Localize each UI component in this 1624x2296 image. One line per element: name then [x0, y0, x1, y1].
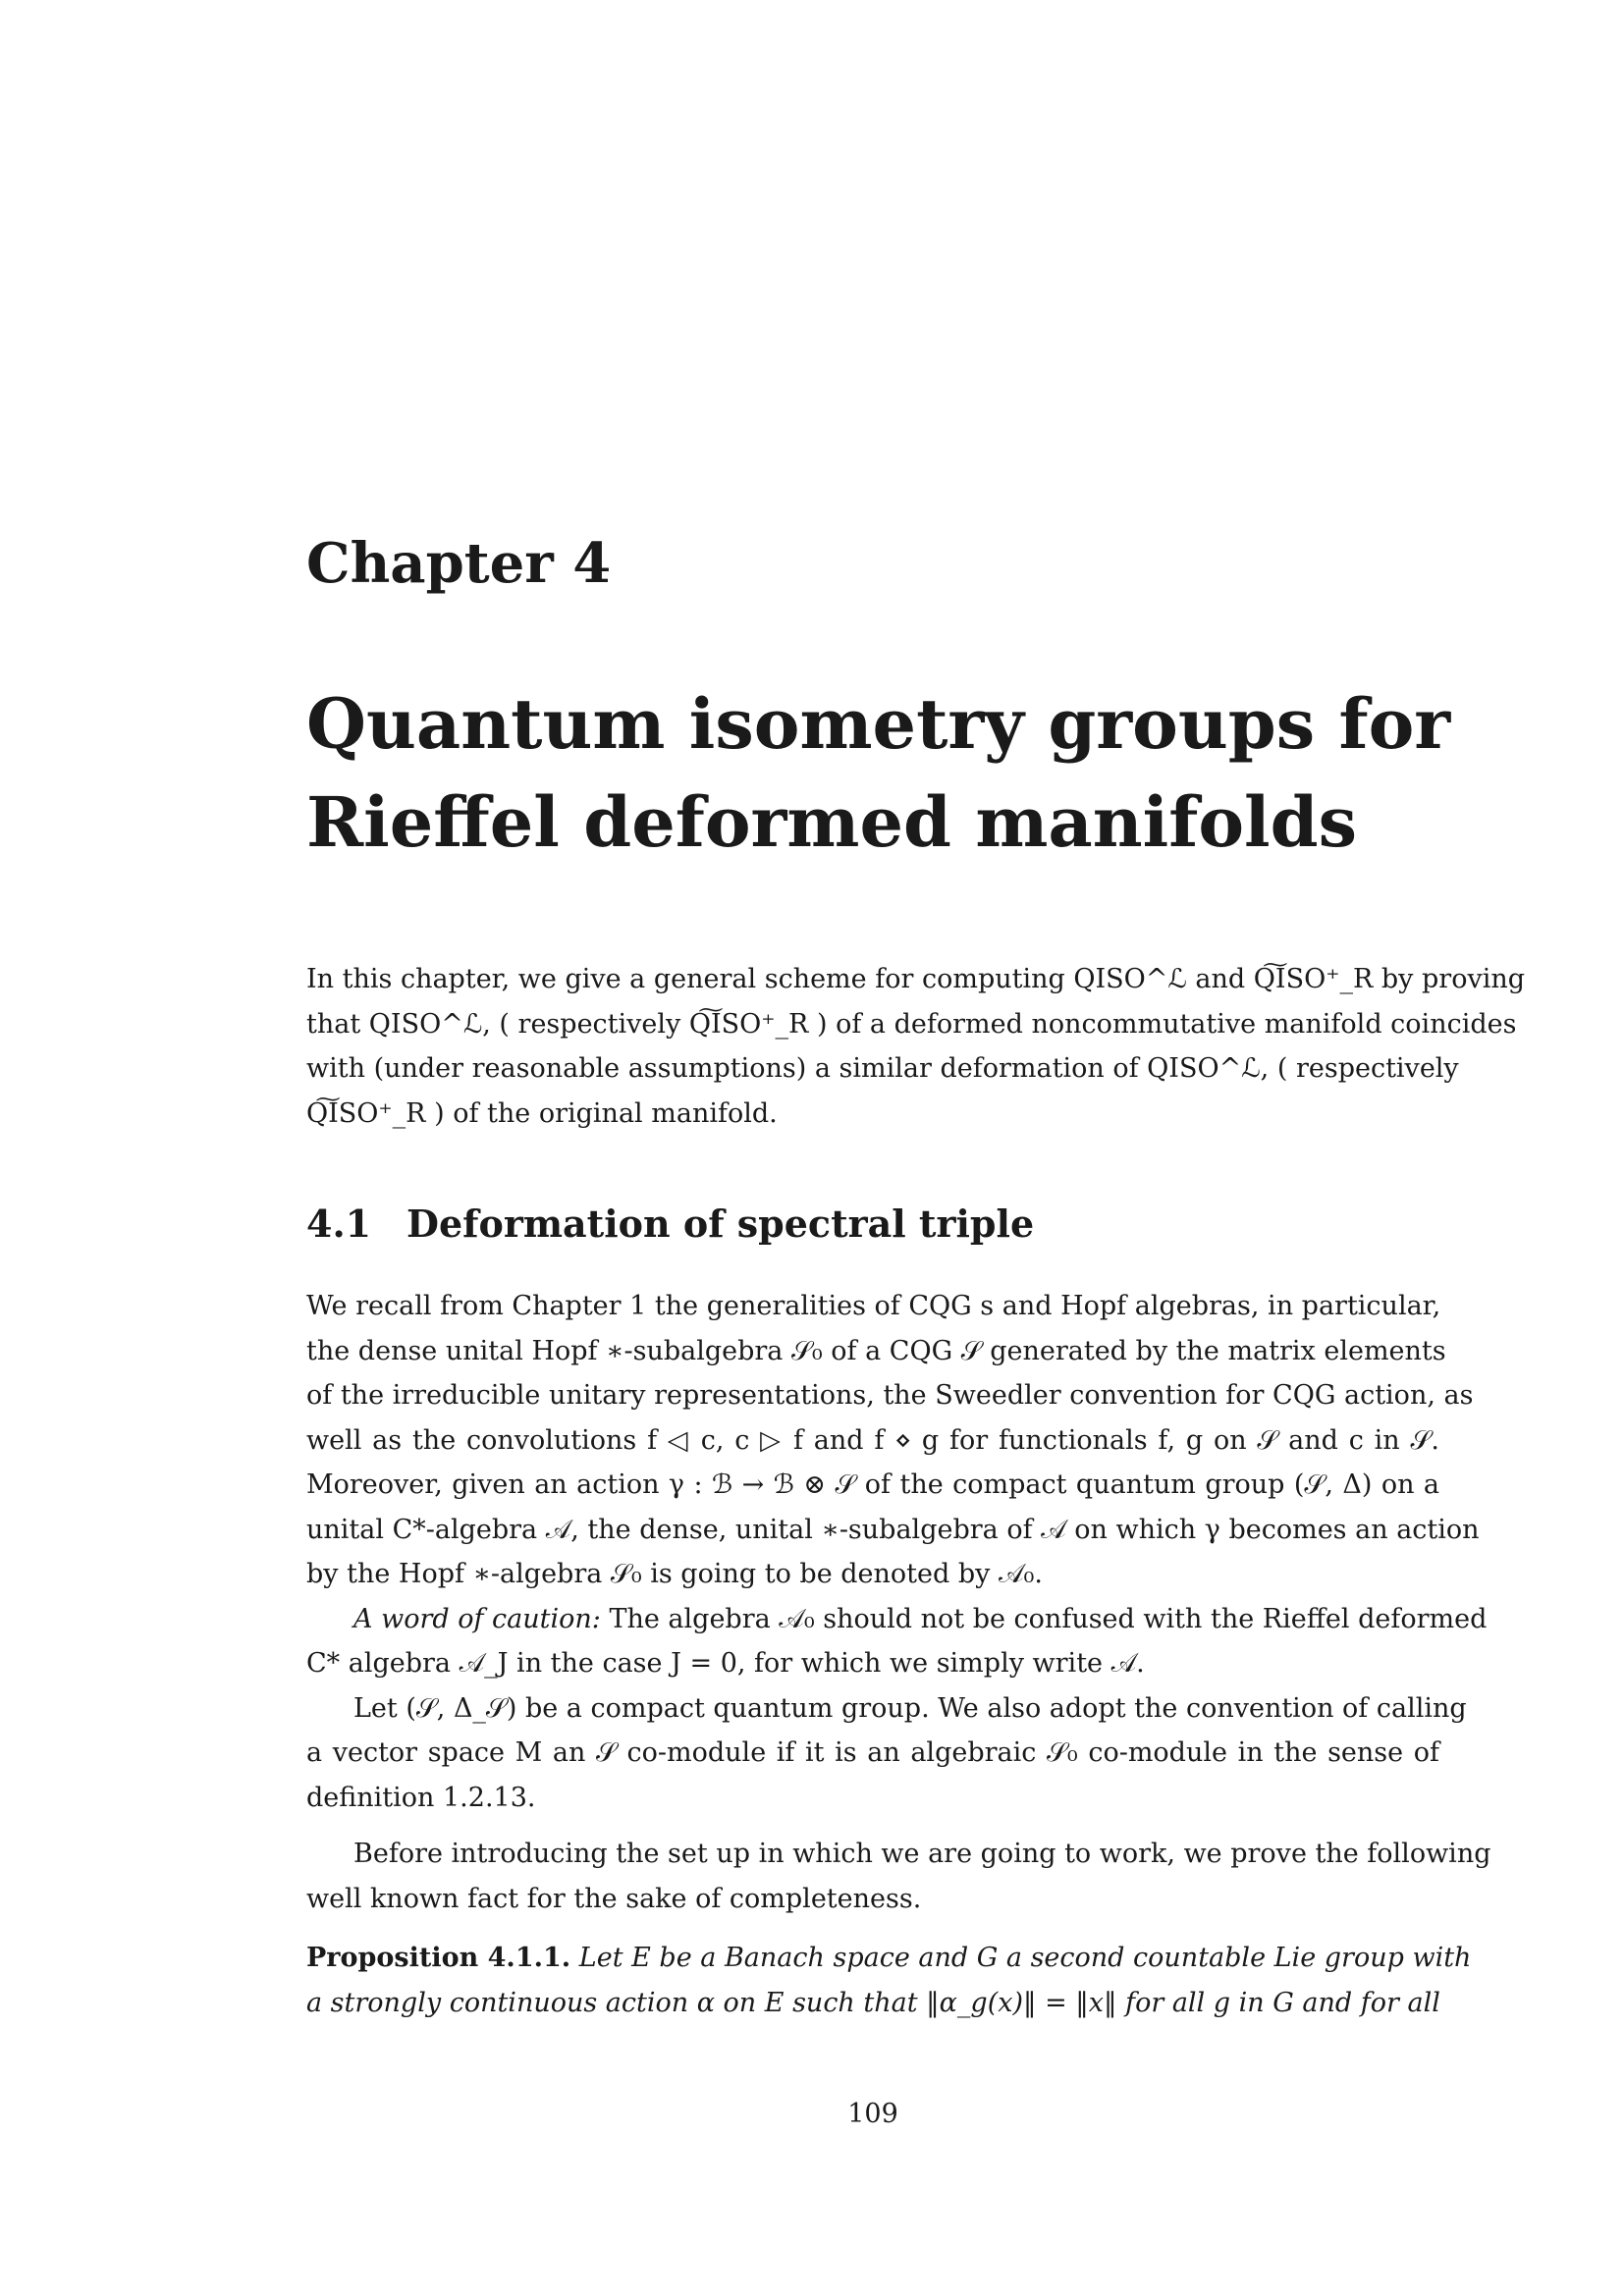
body-line: We recall from Chapter 1 the generalities of CQG s and Hopf algebras, in particular,	[306, 1291, 1441, 1321]
document-page	[306, 0, 1526, 2296]
proposition-head: Proposition 4.1.1.	[306, 1943, 571, 1973]
caution-lead: A word of caution:	[353, 1603, 601, 1634]
intro-line: that QISO^ℒ, ( respectively Q͠ISO⁺_R ) of a deformed noncommutative manifold coincides	[306, 1008, 1517, 1040]
body-line: of the irreducible unitary representations, the Sweedler convention for CQG action, as	[306, 1380, 1474, 1411]
body-line: by the Hopf ∗-algebra 𝒮₀ is going to be denoted by 𝒜₀.	[306, 1559, 1043, 1589]
body-line: Let (𝒮, Δ_𝒮) be a compact quantum group. We also adopt the convention of calling	[353, 1692, 1467, 1724]
intro-paragraph	[306, 957, 1526, 1136]
body-paragraph-1	[306, 1284, 1488, 1820]
section-heading	[306, 1200, 1034, 1249]
body-line: a vector space M an 𝒮 co-module if it is an algebraic 𝒮₀ co-module in the sense of	[306, 1737, 1439, 1768]
body-line: Before introducing the set up in which we are going to work, we prove the following	[353, 1839, 1491, 1869]
body-line: the dense unital Hopf ∗-subalgebra 𝒮₀ of a CQG 𝒮 generated by the matrix elements	[306, 1335, 1446, 1366]
section-title-text: Deformation of spectral triple	[406, 1201, 1035, 1246]
chapter-title	[306, 675, 1451, 872]
body-paragraph-4	[306, 1832, 1491, 1921]
body-line: well known fact for the sake of completeness.	[306, 1883, 922, 1914]
chapter-label: Chapter 4	[306, 531, 612, 596]
caution-line	[306, 1597, 1488, 1642]
page-number: 109	[847, 2099, 898, 2129]
chapter-title-line-1: Quantum isometry groups for	[306, 683, 1451, 765]
caution-line-2: C* algebra 𝒜_J in the case J = 0, for which we simply write 𝒜.	[306, 1648, 1145, 1679]
body-line: Moreover, given an action γ : ℬ → ℬ ⊗ 𝒮 of the compact quantum group (𝒮, Δ) on a	[306, 1469, 1439, 1500]
intro-line: Q͠ISO⁺_R ) of the original manifold.	[306, 1097, 778, 1129]
intro-line: In this chapter, we give a general scheme for computing QISO^ℒ and Q͠ISO⁺_R by proving	[306, 964, 1526, 994]
body-line: unital C*-algebra 𝒜, the dense, unital ∗-subalgebra of 𝒜 on which γ becomes an action	[306, 1514, 1480, 1545]
body-line: definition 1.2.13.	[306, 1782, 536, 1813]
proposition	[306, 1936, 1472, 2025]
proposition-line-2: a strongly continuous action α on E such that ‖α_g(x)‖ = ‖x‖ for all g in G and for all	[306, 1987, 1440, 2018]
section-number: 4.1	[306, 1201, 372, 1246]
intro-line: with (under reasonable assumptions) a similar deformation of QISO^ℒ, ( respectively	[306, 1053, 1459, 1084]
chapter-title-line-2: Rieffel deformed manifolds	[306, 781, 1357, 863]
proposition-line-1	[306, 1936, 1472, 1981]
proposition-text: Let E be a Banach space and G a second countable Lie group with	[570, 1943, 1472, 1973]
caution-rest: The algebra 𝒜₀ should not be confused with the Rieffel deformed	[600, 1603, 1488, 1634]
body-line: well as the convolutions f ◁ c, c ▷ f and f ⋄ g for functionals f, g on 𝒮 and c in 𝒮.	[306, 1424, 1439, 1456]
